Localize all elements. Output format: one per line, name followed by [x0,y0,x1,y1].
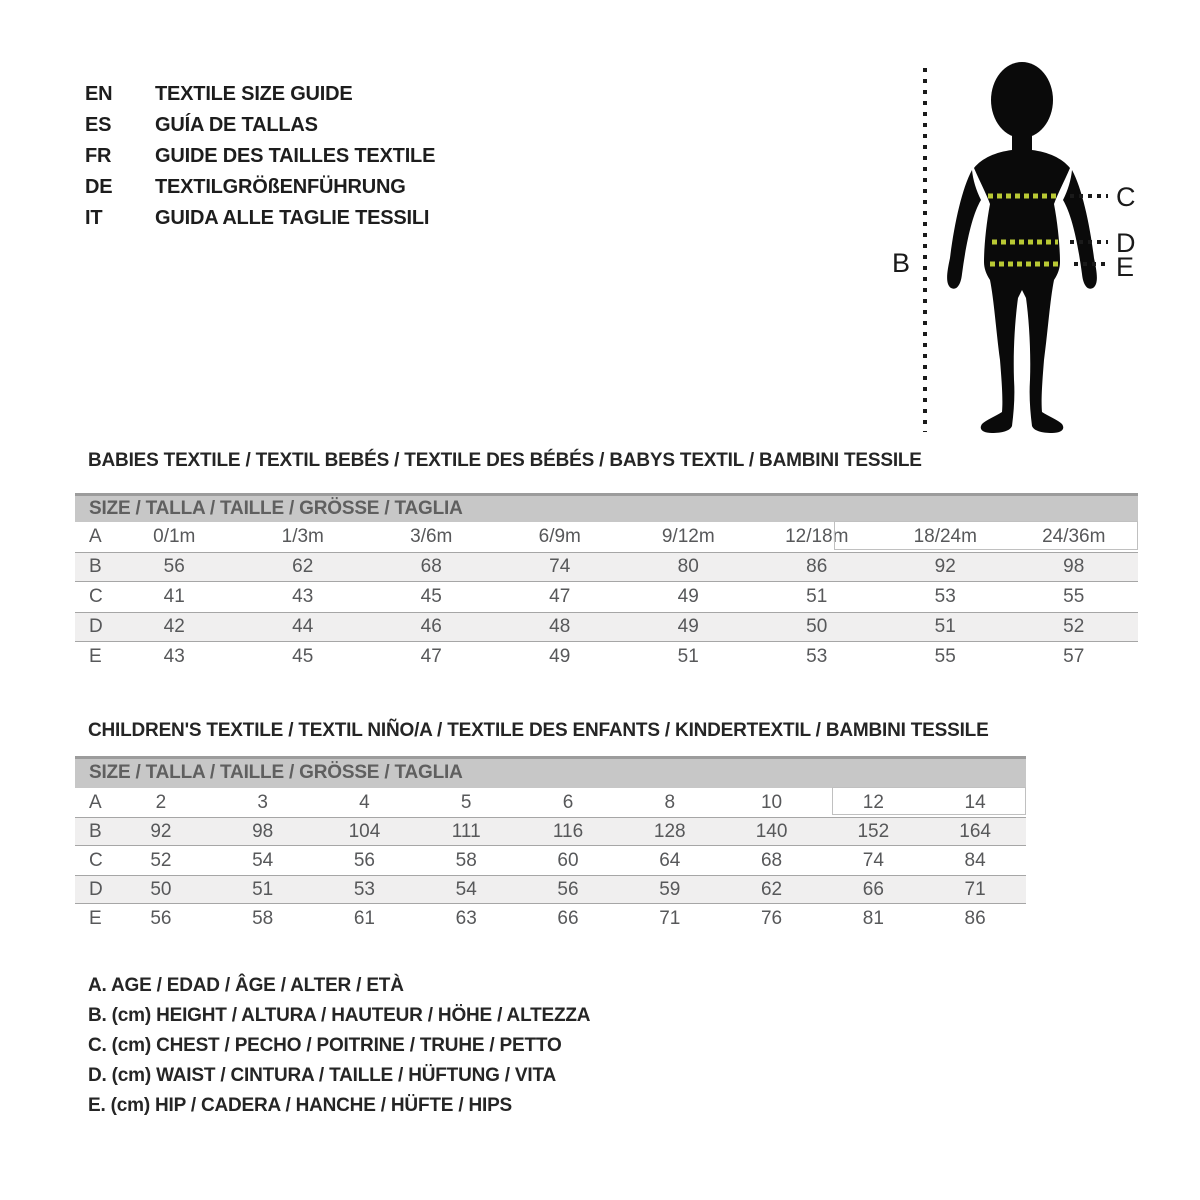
size-cell: 1/3m [281,526,324,547]
size-cell: 74 [862,849,884,871]
table-row-chest [75,846,1026,875]
silhouette-right-arm [1063,170,1097,289]
size-cell: 42 [163,616,185,637]
size-cell: 92 [150,820,172,842]
legend-age: A. AGE / EDAD / ÂGE / ALTER / ETÀ [88,975,404,996]
size-cell: 46 [420,616,442,637]
guide-title: TEXTILGRÖßENFÜHRUNG [155,176,406,198]
guide-title: GUIDE DES TAILLES TEXTILE [155,145,436,167]
size-cell: 58 [455,849,477,871]
size-cell: 12/18m [785,526,849,547]
size-cell: 45 [292,646,314,667]
size-cell: 12 [862,791,884,813]
size-cell: 98 [252,820,274,842]
babies-section-heading: BABIES TEXTILE / TEXTIL BEBÉS / TEXTILE DES BÉBÉS / BABYS TEXTIL / BAMBINI TESSILE [88,450,922,471]
size-cell: 111 [451,820,481,842]
size-cell: 60 [557,849,579,871]
size-cell: 50 [150,878,172,900]
size-cell: 54 [455,878,477,900]
size-cell: 54 [252,849,274,871]
size-cell: 76 [760,907,783,929]
size-cell: 68 [420,556,442,577]
size-cell: 51 [934,616,956,637]
size-cell: 2 [155,791,167,813]
size-cell: 59 [659,878,681,900]
language-code: IT [85,207,103,229]
table-row-hip [75,642,1138,672]
size-cell: 49 [677,586,699,607]
row-label: D [89,878,103,900]
table-row-waist [75,612,1138,642]
size-cell: 18/24m [913,526,977,547]
language-row-de [85,177,435,198]
table-row-waist [75,875,1026,904]
size-cell: 48 [549,616,571,637]
size-cell: 3/6m [410,526,453,547]
babies-size-table [75,493,1138,672]
language-code: DE [85,176,113,198]
row-label: B [89,820,102,842]
size-cell: 52 [150,849,172,871]
size-cell: 9/12m [661,526,715,547]
size-cell: 10 [760,791,783,813]
size-cell: 66 [862,878,884,900]
size-cell: 56 [353,849,375,871]
size-cell: 164 [959,820,991,842]
silhouette-body [974,128,1070,433]
row-label: C [89,586,103,607]
row-label: A [89,526,102,547]
size-cell: 49 [549,646,571,667]
language-code: EN [85,83,113,105]
size-cell: 81 [862,907,884,929]
size-cell: 80 [677,556,699,577]
children-section-heading: CHILDREN'S TEXTILE / TEXTIL NIÑO/A / TEXTILE DES ENFANTS / KINDERTEXTIL / BAMBINI TESSILE [88,720,989,741]
size-cell: 56 [557,878,579,900]
language-code: ES [85,114,112,136]
row-label: E [89,646,102,667]
size-cell: 57 [1063,646,1085,667]
size-cell: 24/36m [1042,526,1106,547]
measurement-legend [88,975,590,1116]
size-cell: 53 [934,586,956,607]
chest-label: C [1116,182,1136,212]
size-cell: 44 [292,616,314,637]
legend-hip: E. (cm) HIP / CADERA / HANCHE / HÜFTE / HIPS [88,1095,513,1116]
table-row-height [75,552,1138,582]
legend-waist: D. (cm) WAIST / CINTURA / TAILLE / HÜFTUNG / VITA [88,1065,556,1086]
row-label: D [89,616,103,637]
size-cell: 56 [150,907,172,929]
size-cell: 62 [760,878,783,900]
size-cell: 53 [806,646,828,667]
size-cell: 86 [964,907,986,929]
row-label: A [89,791,102,813]
table-row-height [75,817,1026,846]
size-cell: 51 [677,646,699,667]
legend-height: B. (cm) HEIGHT / ALTURA / HAUTEUR / HÖHE / ALTEZZA [88,1005,591,1026]
size-header-bar: SIZE / TALLA / TAILLE / GRÖSSE / TAGLIA [75,493,1138,522]
size-cell: 43 [292,586,314,607]
size-cell: 5 [460,791,472,813]
size-cell: 116 [552,820,584,842]
size-cell: 50 [806,616,828,637]
size-cell: 3 [257,791,268,813]
size-cell: 55 [1063,586,1085,607]
size-cell: 49 [677,616,699,637]
size-cell: 41 [163,586,185,607]
size-cell: 66 [557,907,579,929]
size-cell: 71 [659,907,681,929]
size-cell: 98 [1063,556,1085,577]
babies-row-highlight-box [834,521,1138,550]
size-cell: 55 [934,646,956,667]
size-cell: 0/1m [153,526,196,547]
waist-label: D [1116,228,1136,258]
size-cell: 6 [562,791,574,813]
size-cell: 63 [455,907,477,929]
size-cell: 14 [964,791,986,813]
guide-title: TEXTILE SIZE GUIDE [155,83,353,105]
size-cell: 43 [163,646,185,667]
size-cell: 86 [806,556,828,577]
silhouette-head [991,62,1053,138]
legend-chest: C. (cm) CHEST / PECHO / POITRINE / TRUHE / PETTO [88,1035,562,1056]
height-label: B [892,248,911,278]
size-cell: 74 [549,556,571,577]
size-cell: 84 [964,849,986,871]
size-cell: 53 [353,878,375,900]
table-row-hip [75,904,1026,933]
size-cell: 92 [934,556,956,577]
language-row-it [85,208,435,229]
size-cell: 51 [252,878,274,900]
guide-title: GUÍA DE TALLAS [155,114,318,136]
size-cell: 47 [549,586,571,607]
hip-label: E [1116,252,1135,282]
children-row-highlight-box [832,787,1026,815]
language-row-en [85,84,435,105]
size-cell: 58 [252,907,274,929]
size-cell: 104 [348,820,381,842]
size-cell: 52 [1063,616,1085,637]
size-cell: 71 [964,878,986,900]
language-row-fr [85,146,435,167]
silhouette-left-arm [947,170,981,289]
language-row-es [85,115,435,136]
size-cell: 152 [857,820,890,842]
size-cell: 45 [420,586,442,607]
size-cell: 6/9m [538,526,581,547]
language-title-block [85,84,435,229]
size-header-bar: SIZE / TALLA / TAILLE / GRÖSSE / TAGLIA [75,756,1026,788]
size-cell: 64 [659,849,681,871]
size-cell: 68 [760,849,783,871]
size-cell: 61 [353,907,375,929]
size-cell: 128 [653,820,686,842]
size-cell: 140 [755,820,788,842]
table-row-chest [75,582,1138,612]
size-cell: 47 [420,646,442,667]
guide-title: GUIDA ALLE TAGLIE TESSILI [155,207,430,229]
row-label: B [89,556,102,577]
row-label: C [89,849,103,871]
child-silhouette-figure [860,40,1200,460]
size-cell: 51 [806,586,828,607]
language-code: FR [85,145,112,167]
size-cell: 62 [292,556,314,577]
size-cell: 56 [163,556,185,577]
row-label: E [89,907,102,929]
children-size-table [75,756,1026,933]
size-cell: 8 [664,791,676,813]
size-cell: 4 [359,791,370,813]
